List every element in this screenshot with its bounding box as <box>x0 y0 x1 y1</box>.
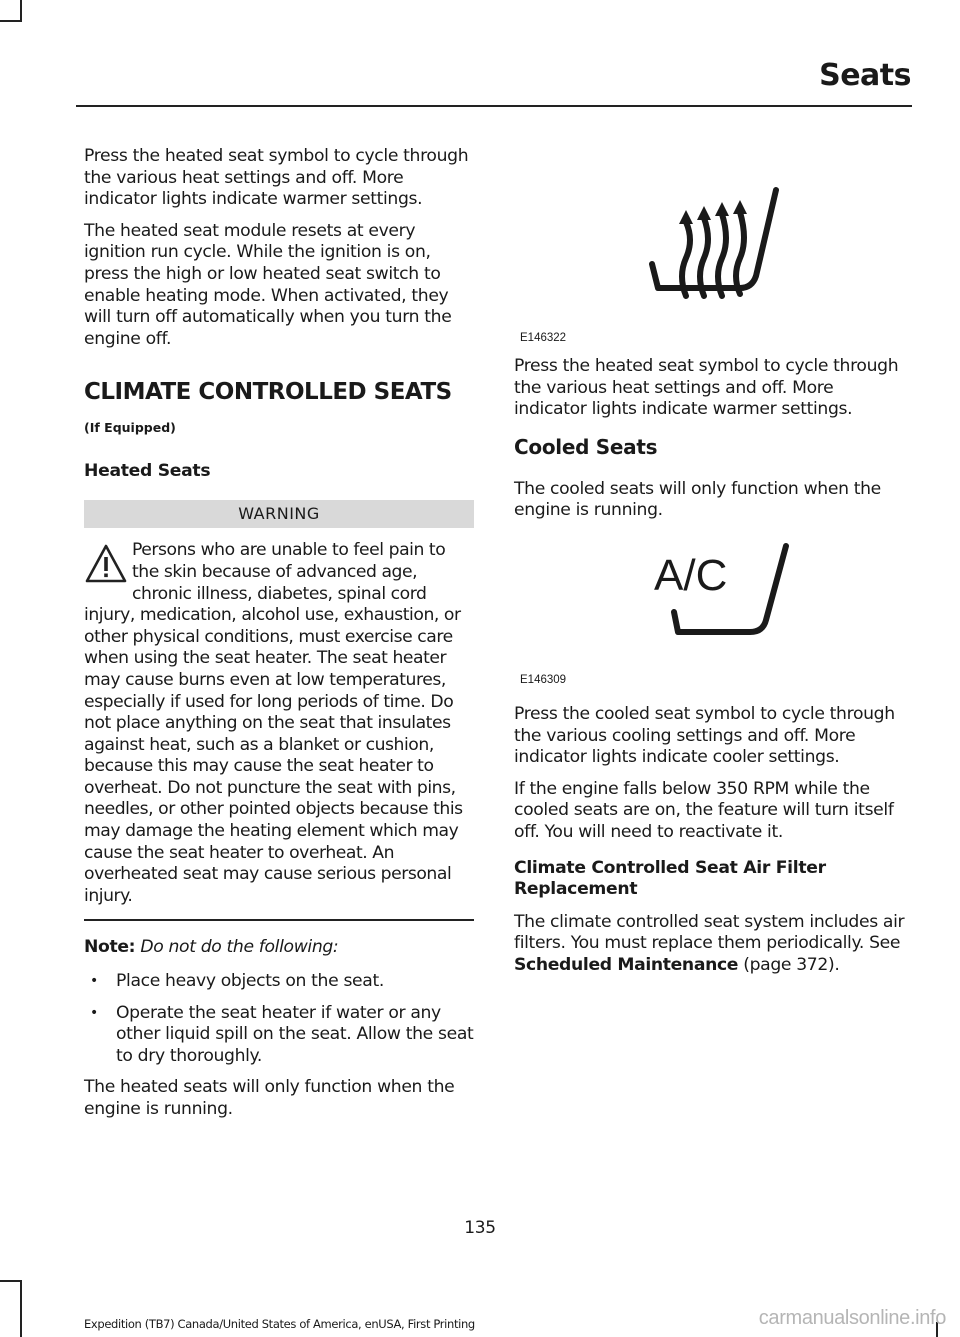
cooled-paragraph-2: Press the cooled seat symbol to cycle through the various cooling settings and off. More indicator lights indicate cooler settings. <box>514 703 895 768</box>
crop-mark <box>0 1280 22 1282</box>
heated-seats-heading: Heated Seats <box>84 461 211 482</box>
ac-text: A/C <box>654 550 728 600</box>
bullet-list <box>84 971 474 1067</box>
left-column <box>84 146 474 1131</box>
figure-label: E146309 <box>520 673 567 686</box>
footer-text: Expedition (TB7) Canada/United States of America, enUSA, First Printing <box>84 1317 475 1331</box>
closing-paragraph: The heated seats will only function when the engine is running. <box>84 1077 455 1119</box>
cooled-seat-icon <box>648 540 798 650</box>
page-reference: (page 372). <box>738 954 840 975</box>
figure-label: E146322 <box>520 332 567 344</box>
intro-paragraph-2: The heated seat module resets at every ignition run cycle. While the ignition is on, press the high or low heated seat switch to enable heating mode. When activated, they will turn off automatically when you turn the engine off. <box>84 220 452 349</box>
crop-mark <box>0 20 22 22</box>
watermark: carmanualsonline.info <box>758 1307 946 1329</box>
section-title: CLIMATE CONTROLLED SEATS <box>84 379 452 406</box>
cooled-paragraph-1: The cooled seats will only function when the engine is running. <box>514 478 881 521</box>
figure-heated-seat <box>514 146 910 346</box>
if-equipped-label: (If Equipped) <box>84 420 176 436</box>
heated-seat-icon <box>648 184 788 304</box>
heated-seat-paragraph: Press the heated seat symbol to cycle through the various heat settings and off. More indicator lights indicate warmer settings. <box>514 356 899 420</box>
right-column <box>514 146 910 986</box>
warning-rule <box>84 919 474 921</box>
crop-mark <box>20 0 22 22</box>
list-item: • Operate the seat heater if water or any other liquid spill on the seat. Allow the seat to dry thoroughly. <box>84 1003 474 1068</box>
intro-paragraph-1: Press the heated seat symbol to cycle through the various heat settings and off. More indicator lights indicate warmer settings. <box>84 146 469 210</box>
list-item: • Place heavy objects on the seat. <box>84 971 474 993</box>
air-filter-paragraph <box>514 912 910 977</box>
air-filter-text: The climate controlled seat system includes air filters. You must replace them periodically. See <box>514 911 905 954</box>
header-rule <box>76 105 912 107</box>
warning-box <box>84 540 474 907</box>
warning-label: WARNING <box>84 500 474 528</box>
cooled-seats-heading: Cooled Seats <box>514 434 658 459</box>
cooled-paragraph-3: If the engine falls below 350 RPM while the cooled seats are on, the feature will turn itself off. You will need to reactivate it. <box>514 778 894 842</box>
note-text: Do not do the following: <box>140 937 339 958</box>
page-title: Seats <box>819 58 911 93</box>
warning-text: Persons who are unable to feel pain to the skin because of advanced age, chronic illness, diabetes, spinal cord injury, medication, alcohol use, exhaustion, or other physical conditions, must exercise care when using the seat heater. The seat heater may cause burns even at low temperatures, especially if used for long periods of time. Do not place anything on the seat that insulates against heat, such as a blanket or cushion, because this may cause the seat heater to overheat. Do not puncture the seat with pins, needles, or other pointed objects because this may damage the heating element which may cause the seat heater to overheat. An overheated seat may cause serious personal injury. <box>84 540 463 906</box>
air-filter-heading: Climate Controlled Seat Air Filter Replacement <box>514 857 826 899</box>
note <box>84 937 474 959</box>
crop-mark <box>20 1280 22 1337</box>
page-number: 135 <box>464 1218 496 1238</box>
note-label: Note: <box>84 937 136 958</box>
figure-cooled-seat <box>514 532 910 692</box>
scheduled-maintenance-link[interactable]: Scheduled Maintenance <box>514 954 739 975</box>
warning-triangle-icon <box>84 542 128 586</box>
